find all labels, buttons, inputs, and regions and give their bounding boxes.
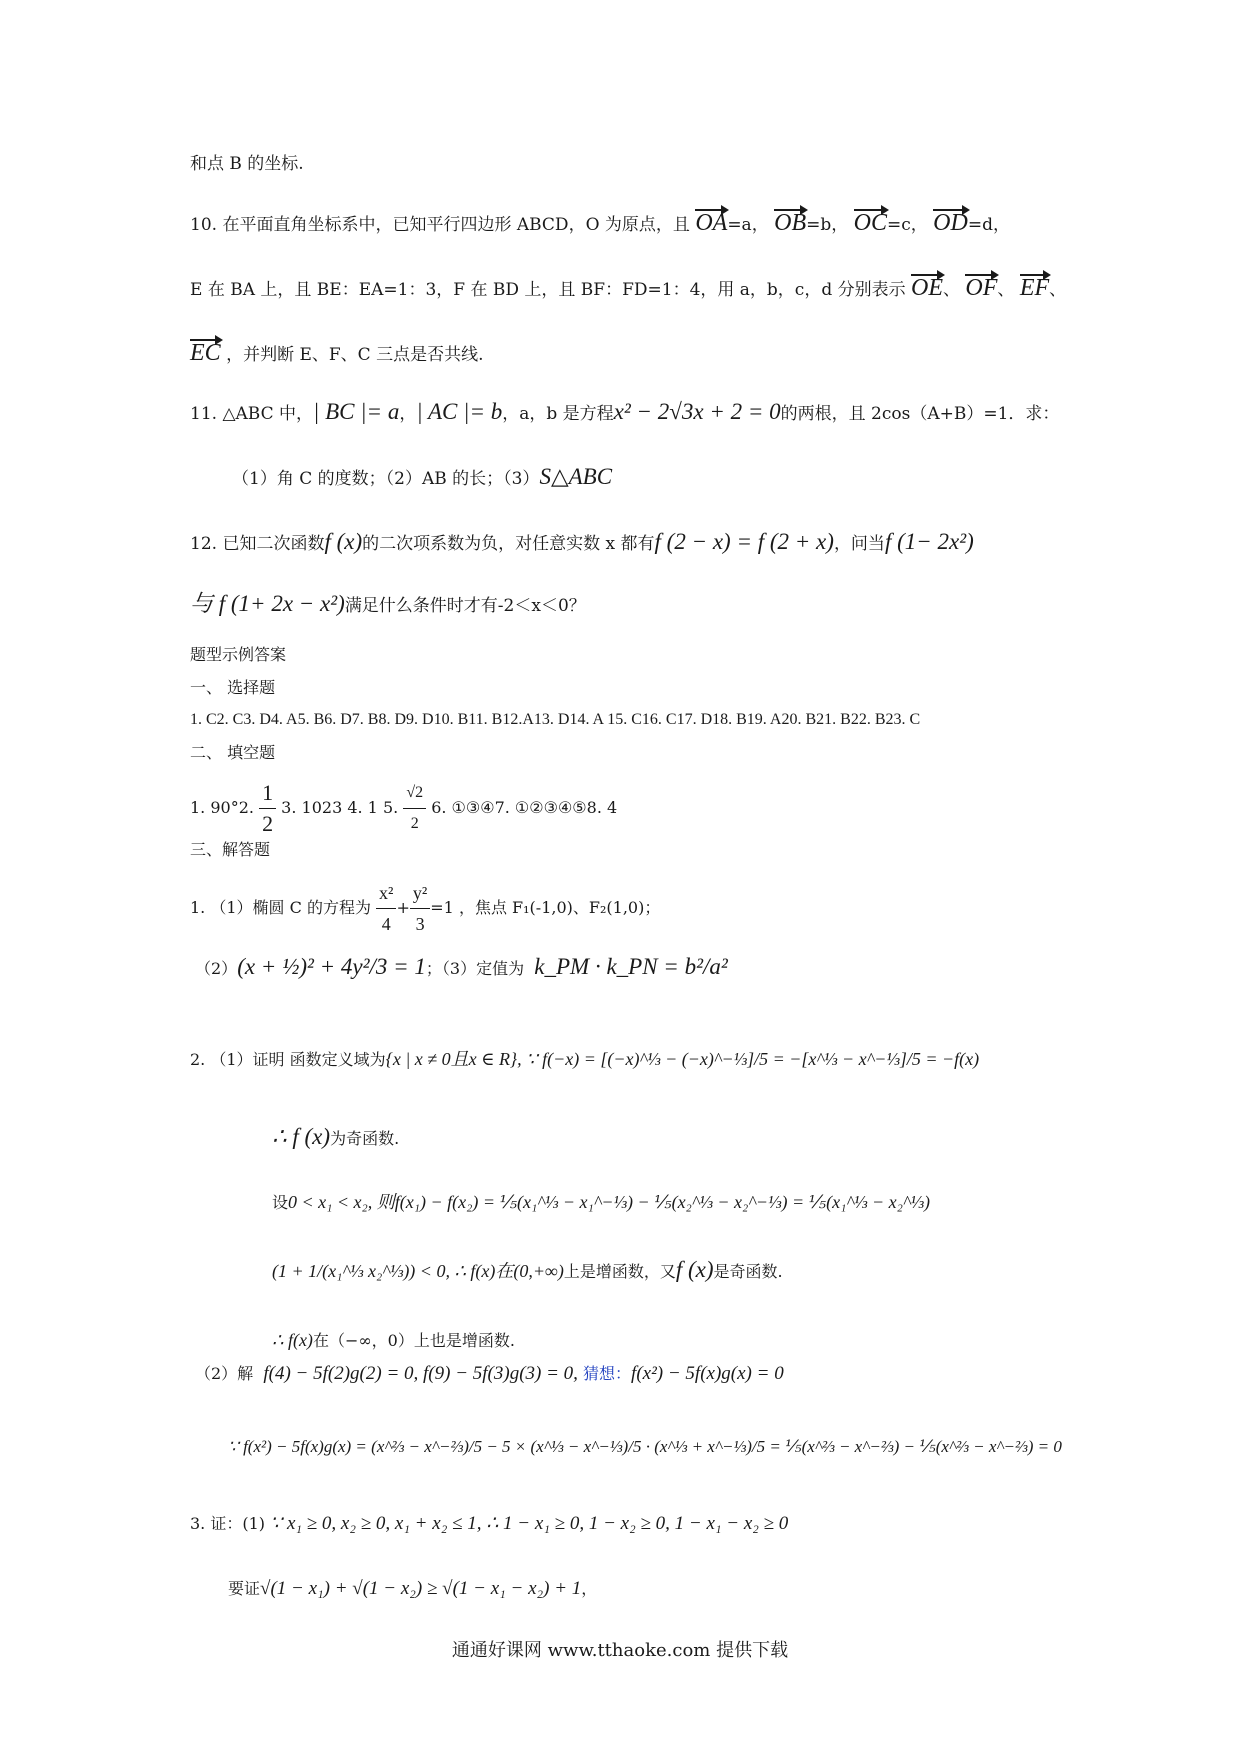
solution-3-line-2 [228,1577,1120,1601]
fraction-numerator: √2 [403,778,426,809]
fraction-numerator: 1 [259,778,276,809]
vector-oa-eq: =a， [727,215,769,235]
page-footer: 通通好课网 www.tthaoke.com 提供下载 [451,1640,789,1661]
math-f-1-2x-x2: 与 f (1+ 2x − x²) [190,591,345,616]
solution-1-part3: ；（3）定值为 [425,959,525,978]
math-area: S△ABC [539,464,613,489]
problem-11-intro: 11. △ABC 中， [190,404,314,424]
fraction-root2-over-2 [403,778,426,839]
increasing-text: 上是增函数，又 [563,1262,676,1281]
math-conjecture: f(x²) − 5f(x)g(x) = 0 [631,1363,784,1384]
let-text: 设 [272,1193,289,1212]
vector-oe: OE [911,270,943,300]
vector-oa: OA [695,205,727,235]
solution-2-part2-line-1 [195,1362,1120,1386]
problem-12-line-1 [190,530,1120,556]
problem-10-conditions: E 在 BA 上，且 BE：EA=1：3，F 在 BD 上，且 BF：FD=1：4，用 a，b，c，d 分别表示 [190,280,906,300]
part2-solve: （2）解 [195,1364,254,1383]
vector-ef: EF [1020,270,1049,300]
conjecture-label: 猜想： [583,1364,632,1383]
math-increasing-condition: (1 + 1/(x₁^⅓ x₂^⅓)) < 0, ∴ f(x)在(0,+∞) [272,1261,564,1281]
fill-answers [190,778,1120,839]
math-bc: | BC |= a [313,399,400,424]
fraction-one-half [259,778,276,839]
fill-answer-1: 1. 90°2. [190,798,254,817]
problem-11-line-1: 11. △ABC 中，| BC |= a，| AC |= b，a，b 是方程x² − 2√3x + 2 = 0的两根，且 2cos（A+B）=1．求： [190,399,1060,424]
comma: ， [581,1579,598,1598]
problem-10-line-3 [190,335,1120,367]
problem-11-text-2: 的两根，且 2cos（A+B）=1．求： [780,404,1060,424]
math-fx: f (x) [324,529,363,554]
section-choice-heading: 一、 选择题 [190,678,276,697]
separator: 、 [997,280,1015,300]
problem-12-line-2 [190,592,1120,618]
solution-2-line-3 [272,1190,1120,1215]
solution-2-line-2 [272,1125,1120,1151]
problem-11-line-2 [232,465,1120,491]
vector-oc-eq: =c， [887,215,928,235]
math-symmetry: f (2 − x) = f (2 + x) [654,529,834,554]
solution-1-part2: （2） [195,959,238,978]
math-part2-evaluations: f(4) − 5f(2)g(2) = 0, f(9) − 5f(3)g(3) = 0, [263,1363,578,1384]
problem-10-line-1 [190,205,1120,237]
problem-12-intro: 12. 已知二次函数 [190,534,325,554]
fraction-denominator: 4 [381,914,391,934]
fraction-denominator: 2 [410,815,419,832]
math-slope-product: k_PM · k_PN = b²/a² [534,954,728,979]
problem-12-text-2: ，问当 [833,534,885,554]
problem-10-intro: 10. 在平面直角坐标系中，已知平行四边形 ABCD，O 为原点，且 [190,215,690,235]
math-quadratic: x² − 2√3x + 2 = 0 [613,399,781,424]
math-ellipse-locus: (x + ½)² + 4y²/3 = 1 [237,954,426,979]
fraction-denominator: 3 [415,914,425,934]
fill-answer-3-5: 3. 1023 4. 1 5. [281,798,399,817]
solution-2-intro: 2. （1）证明 函数定义域为 [190,1050,386,1069]
fraction-numerator: y² [410,878,430,909]
problem-11-subparts: （1）角 C 的度数；（2）AB 的长；（3） [232,469,540,489]
math-odd-proof: {x | x ≠ 0且x ∈ R}, ∵ f(−x) = [(−x)^⅓ − (−x)^−⅓]/5 = −[x^⅓ − x^−⅓]/5 = −f(x) [385,1049,980,1069]
solution-3-intro: 3. 证：(1) [190,1514,266,1533]
odd-text: 是奇函数. [713,1262,783,1281]
vector-ob: OB [774,205,806,235]
fraction-x2-over-4 [376,878,396,939]
problem-10-question: ，并判断 E、F、C 三点是否共线. [226,345,484,365]
section-solve-heading: 三、解答题 [190,840,271,859]
math-conditions: ∵ x₁ ≥ 0, x₂ ≥ 0, x₁ + x₂ ≤ 1, ∴ 1 − x₁ ≥ 0, 1 − x₂ ≥ 0, 1 − x₁ − x₂ ≥ 0 [270,1513,789,1534]
problem-12-question: 满足什么条件时才有-2＜x＜0？ [344,596,586,616]
vector-ob-eq: =b， [806,215,849,235]
solution-2-part2-line-2 [228,1435,1120,1459]
solution-2-line-1 [190,1047,1120,1072]
math-f-1-2x2: f (1− 2x²) [884,529,974,554]
solution-1-line-1 [190,878,1120,939]
equals-one: =1 [430,898,454,917]
negative-interval-text: 在（−∞，0）上也是增函数. [312,1331,515,1350]
math-conjecture-proof: ∵ f(x²) − 5f(x)g(x) = (x^⅔ − x^−⅔)/5 − 5 × (x^⅓ − x^−⅓)/5 · (x^⅓ + x^−⅓)/5 = ⅕(x^⅔ − x^−⅔) − ⅕(x^⅔ − x^−⅔) = 0 [228,1437,1062,1456]
problem-11-text: ，a，b 是方程 [502,404,614,424]
math-inequality: √(1 − x₁) + √(1 − x₂) ≥ √(1 − x₁ − x₂) + 1 [260,1578,582,1599]
to-prove-text: 要证 [228,1579,261,1598]
text-line-1: 和点 B 的坐标. [190,154,304,174]
answers-heading: 题型示例答案 [190,645,287,664]
problem-12-text: 的二次项系数为负，对任意实数 x 都有 [362,534,655,554]
vector-od-eq: =d， [967,215,1010,235]
solution-1-intro: 1. （1）椭圆 C 的方程为 [190,898,371,917]
solution-1-foci: ，焦点 F₁(-1,0)、F₂(1,0)； [458,898,661,917]
choice-answers: 1. C2. C3. D4. A5. B6. D7. B8. D9. D10. B11. B12.A13. D14. A 15. C16. C17. D18. B19. A20. B21. B22. B23. C [190,711,921,728]
fraction-denominator: 2 [262,811,274,836]
fill-answer-6-8: 6. ①③④7. ①②③④⑤8. 4 [431,798,618,817]
problem-10-line-2 [190,270,1120,302]
solution-1-line-2 [195,955,1120,981]
vector-ec: EC [190,335,221,365]
fraction-numerator: x² [376,878,396,909]
math-therefore-fx: ∴ f (x) [272,1124,331,1149]
vector-oc: OC [854,205,887,235]
fraction-y2-over-3 [410,878,430,939]
math-therefore-fx-2: ∴ f(x) [272,1330,313,1350]
vector-od: OD [933,205,968,235]
math-fx-odd: f (x) [675,1257,714,1282]
solution-2-line-4 [272,1258,1120,1284]
separator: 、 [943,280,961,300]
vector-of: OF [965,270,997,300]
solution-2-line-5 [272,1328,1120,1353]
math-monotonic-diff: 0 < x₁ < x₂, 则f(x₁) − f(x₂) = ⅕(x₁^⅓ − x₁^−⅓) − ⅕(x₂^⅓ − x₂^−⅓) = ⅕(x₁^⅓ − x₂^⅓) [288,1192,930,1212]
section-fill-heading: 二、 填空题 [190,743,276,762]
odd-function-text: 为奇函数. [330,1129,400,1148]
separator: 、 [1049,280,1067,300]
solution-3-line-1 [190,1512,1120,1536]
plus-sign: + [396,898,410,917]
math-ac: | AC |= b [416,399,503,424]
